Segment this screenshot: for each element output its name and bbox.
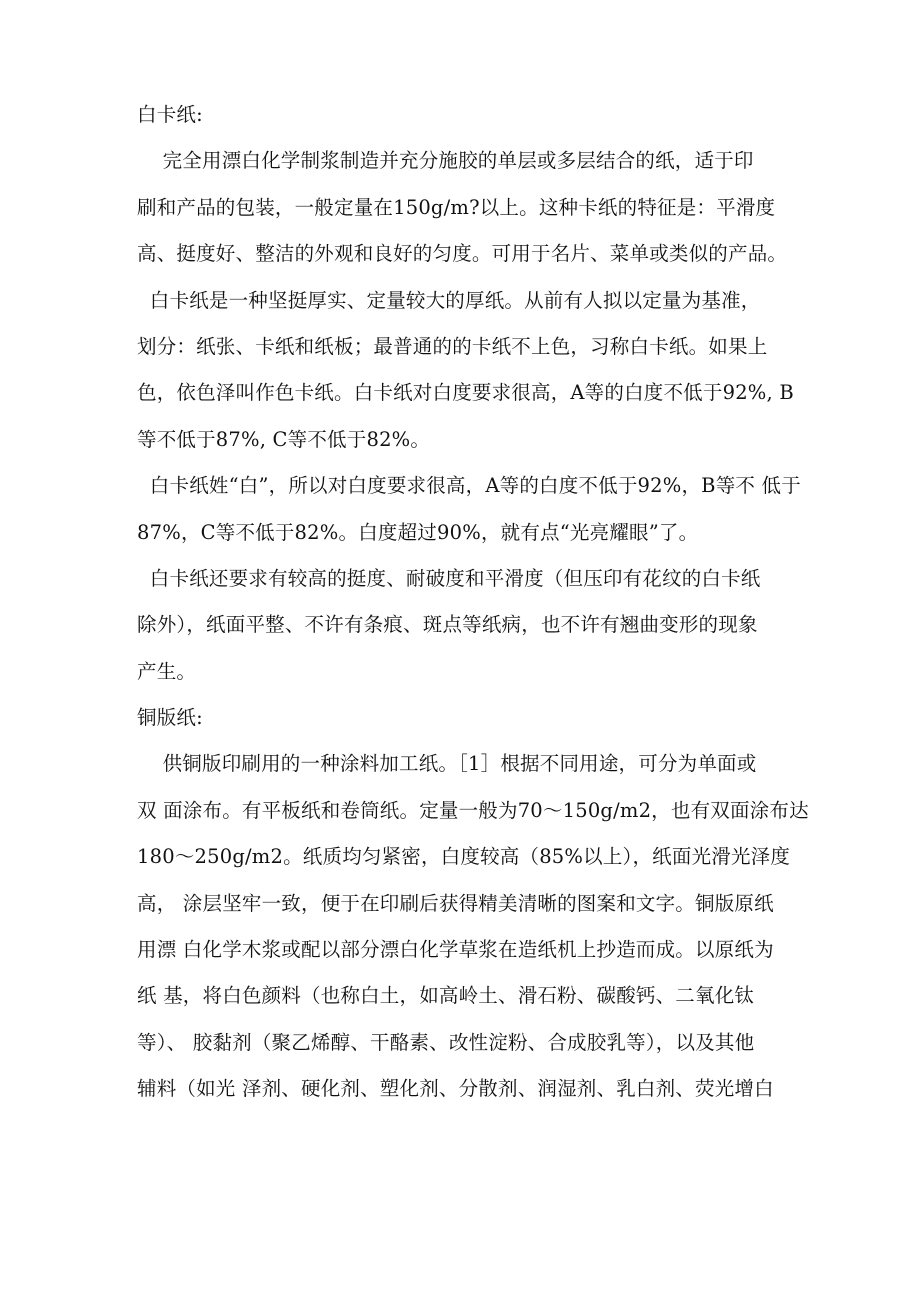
text-line: 除外），纸面平整、不许有条痕、斑点等纸病，也不许有翘曲变形的现象 <box>137 613 758 637</box>
document-page <box>137 98 809 1119</box>
paragraph <box>137 144 797 283</box>
text-line: 高， 涂层坚牢一致，便于在印刷后获得精美清晰的图案和文字。铜版原纸 <box>137 891 774 915</box>
text-line: 白卡纸还要求有较高的挺度、耐破度和平滑度（但压印有花纹的白卡纸 <box>137 566 761 590</box>
paragraph <box>137 284 797 470</box>
paragraph <box>137 469 801 562</box>
text-line: 等）、 胶黏剂（聚乙烯醇、干酪素、改性淀粉、合成胶乳等），以及其他 <box>137 1030 755 1054</box>
text-line: 辅料（如光 泽剂、硬化剂、塑化剂、分散剂、润湿剂、乳白剂、荧光增白 <box>137 1077 774 1101</box>
text-line: 等不低于87%, C等不低于82%。 <box>137 427 431 451</box>
text-line: 87%，C等不低于82%。白度超过90%，就有点“光亮耀眼”了。 <box>137 520 699 544</box>
text-line: 用漂 白化学木浆或配以部分漂白化学草浆在造纸机上抄造而成。以原纸为 <box>137 938 774 962</box>
paragraph <box>137 562 797 701</box>
text-line: 刷和产品的包装，一般定量在150g/m?以上。这种卡纸的特征是：平滑度 <box>137 195 776 219</box>
text-line: 纸 基，将白色颜料（也称白土，如高岭土、滑石粉、碳酸钙、二氧化钛 <box>137 984 755 1008</box>
text-line: 180～250g/m2。纸质均匀紧密，白度较高（85%以上），纸面光滑光泽度 <box>137 845 791 869</box>
text-line: 产生。 <box>137 659 197 683</box>
section-heading: 白卡纸: <box>137 103 203 126</box>
text-line: 完全用漂白化学制浆制造并充分施胶的单层或多层结合的纸，适于印 <box>137 149 754 173</box>
text-line: 色，依色泽叫作色卡纸。白卡纸对白度要求很高，A等的白度不低于92%, B <box>137 381 794 405</box>
paragraph <box>137 747 809 1118</box>
section-heading: 铜版纸: <box>137 706 203 730</box>
text-line: 供铜版印刷用的一种涂料加工纸。［1］根据不同用途，可分为单面或 <box>137 752 757 776</box>
text-line: 高、挺度好、整洁的外观和良好的匀度。可用于名片、菜单或类似的产品。 <box>137 242 788 266</box>
text-line: 划分：纸张、卡纸和纸板；最普通的的卡纸不上色，习称白卡纸。如果上 <box>137 334 768 358</box>
text-line: 双 面涂布。有平板纸和卷筒纸。定量一般为70～150g/m2，也有双面涂布达 <box>137 798 809 822</box>
text-line: 白卡纸姓“白”，所以对白度要求很高，A等的白度不低于92%，B等不 低于 <box>137 474 801 498</box>
text-line: 白卡纸是一种坚挺厚实、定量较大的厚纸。从前有人拟以定量为基准， <box>137 288 761 312</box>
